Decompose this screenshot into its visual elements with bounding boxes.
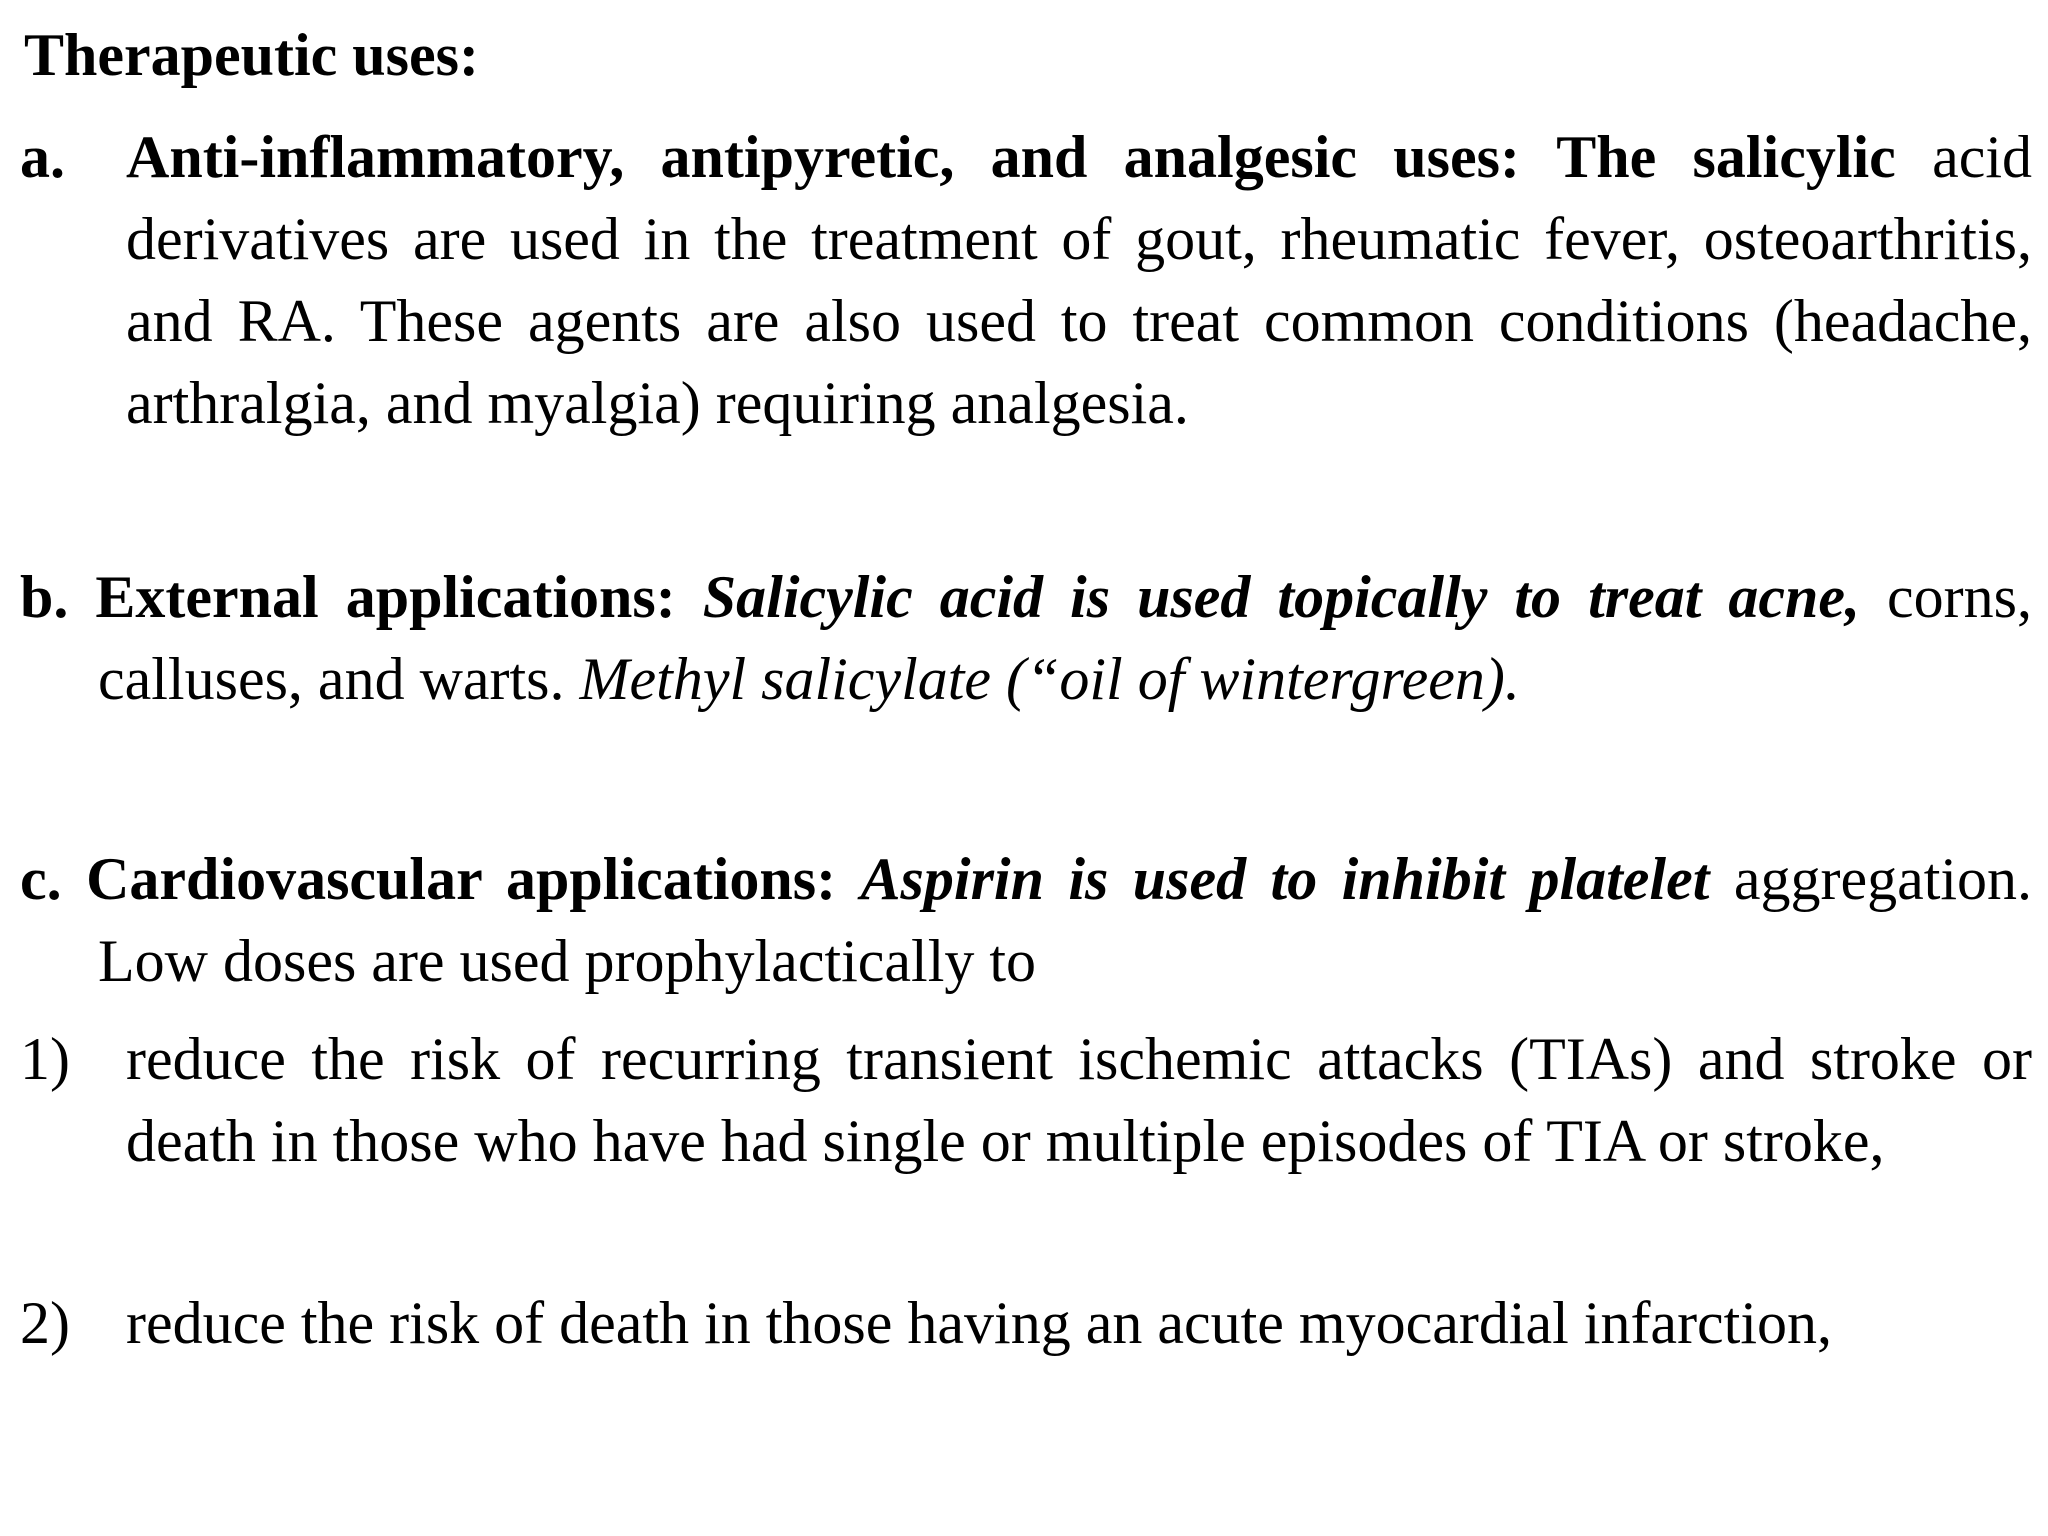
item-a-title: Anti-inflammatory, antipyretic, and analgesic uses: xyxy=(126,124,1520,190)
list-item-c xyxy=(20,838,2032,1002)
item-c-text: aggregation. Low doses are used prophylactically to xyxy=(98,846,2033,994)
sub-list-item-2 xyxy=(20,1282,2032,1364)
list-item-a-body xyxy=(126,116,2032,444)
item-b-bold-italic-lead: Salicylic acid is used topically to treat acne, xyxy=(702,564,1861,630)
item-b-title: External applications: xyxy=(95,564,676,630)
list-marker-b: b. xyxy=(20,564,69,630)
list-marker-c: c. xyxy=(20,846,62,912)
sub-list-marker-1: 1) xyxy=(20,1026,70,1092)
list-item-c-body xyxy=(20,838,2033,1002)
list-marker-a: a. xyxy=(20,124,65,190)
section-heading: Therapeutic uses: xyxy=(24,22,479,88)
sub-list-item-1-text: reduce the risk of recurring transient ischemic attacks (TIAs) and stroke or death in those who have had single or multiple episodes of TIA or stroke, xyxy=(126,1026,2032,1174)
item-c-bold-italic-lead: Aspirin is used to inhibit platelet xyxy=(860,846,1710,912)
list-item-b xyxy=(20,556,2032,720)
item-c-title: Cardiovascular applications: xyxy=(86,846,837,912)
sub-list-item-1 xyxy=(20,1018,2032,1182)
item-b-italic-tail: Methyl salicylate (“oil of wintergreen). xyxy=(579,646,1520,712)
sub-list-marker-2: 2) xyxy=(20,1290,70,1356)
item-a-text: acid derivatives are used in the treatment of gout, rheumatic fever, osteoarthritis, and RA. These agents are also used to treat common conditions (headache, arthralgia, and myalgia) requiring analgesia. xyxy=(126,124,2033,436)
item-a-bold-lead: The salicylic xyxy=(1556,124,1896,190)
list-item-a xyxy=(20,116,2032,444)
item-b-text: corns, calluses, and warts. xyxy=(98,564,2033,712)
sub-list-item-2-text: reduce the risk of death in those having an acute myocardial infarction, xyxy=(126,1290,1833,1356)
list-item-b-body xyxy=(20,556,2033,720)
